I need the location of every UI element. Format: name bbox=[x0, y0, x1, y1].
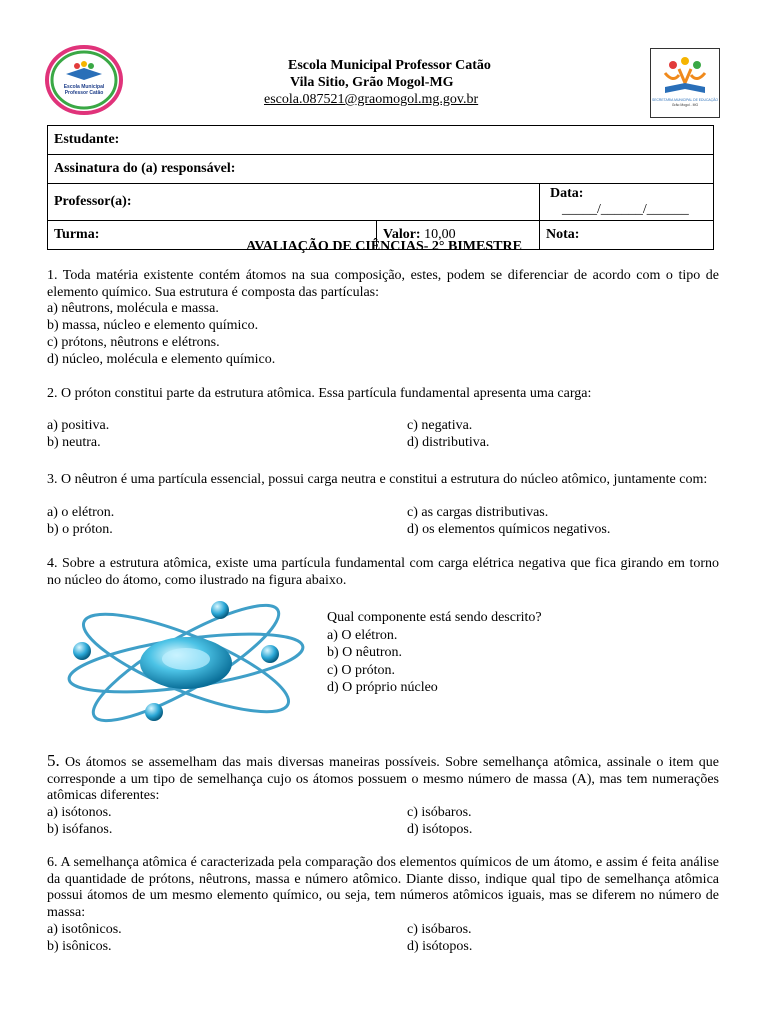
student-info-table bbox=[47, 125, 714, 250]
guardian-signature-field[interactable]: Assinatura do (a) responsável: bbox=[48, 155, 714, 184]
option-b[interactable]: b) massa, núcleo e elemento químico. bbox=[47, 318, 259, 334]
option-a[interactable]: a) nêutrons, molécula e massa. bbox=[47, 301, 219, 317]
value-field: Valor: 10,00 bbox=[377, 221, 540, 250]
date-field[interactable]: Data: _____/______/______ bbox=[540, 184, 714, 221]
question-6 bbox=[47, 855, 719, 922]
school-email[interactable]: escola.087521@graomogol.mg.gov.br bbox=[264, 92, 479, 107]
question-text: 3. O nêutron é uma partícula essencial, possui carga neutra e constitui a estrutura do núcleo atômico, juntamente com: bbox=[47, 472, 708, 487]
option-a[interactable]: a) isótonos. bbox=[47, 805, 112, 820]
option-d[interactable]: d) isótopos. bbox=[407, 821, 473, 837]
question-text: 2. O próton constitui parte da estrutura atômica. Essa partícula fundamental apresenta uma carga: bbox=[47, 386, 592, 401]
option-c[interactable]: c) negativa. bbox=[407, 418, 473, 433]
question-5 bbox=[47, 753, 719, 805]
question-3-options bbox=[47, 505, 719, 538]
option-d[interactable]: d) os elementos químicos negativos. bbox=[407, 521, 611, 537]
exam-title: AVALIAÇÃO DE CIÊNCIAS- 2° BIMESTRE bbox=[246, 239, 522, 254]
option-d[interactable]: d) núcleo, molécula e elemento químico. bbox=[47, 351, 276, 367]
option-b[interactable]: b) neutra. bbox=[47, 434, 101, 450]
option-a[interactable]: a) isotônicos. bbox=[47, 922, 122, 937]
question-5-options bbox=[47, 805, 719, 838]
question-4 bbox=[47, 556, 719, 589]
question-1 bbox=[47, 268, 719, 368]
question-text: 5. Os átomos se assemelham das mais diversas maneiras possíveis. Sobre semelhança atômica, assinale o item que corresponde a um tipo de semelhança cujo os átomos possuem o mesmo número de massa (A), mas tem numerações atômicas diferentes: bbox=[47, 751, 719, 804]
option-a[interactable]: a) o elétron. bbox=[47, 505, 115, 520]
option-b[interactable]: b) o próton. bbox=[47, 521, 113, 537]
question-4-options bbox=[327, 609, 542, 697]
school-header bbox=[240, 57, 560, 108]
question-prompt: Qual componente está sendo descrito? bbox=[327, 610, 542, 625]
option-b[interactable]: b) O nêutron. bbox=[327, 645, 403, 660]
option-d[interactable]: d) isótopos. bbox=[407, 938, 473, 954]
question-3 bbox=[47, 472, 719, 489]
svg-text:Grão Mogol - MG: Grão Mogol - MG bbox=[671, 103, 699, 107]
class-field[interactable]: Turma: bbox=[48, 221, 377, 250]
option-d[interactable]: d) O próprio núcleo bbox=[327, 680, 438, 695]
question-2 bbox=[47, 386, 719, 403]
grade-field[interactable]: Nota: bbox=[540, 221, 714, 250]
student-field[interactable]: Estudante: bbox=[48, 126, 714, 155]
option-c[interactable]: c) prótons, nêutrons e elétrons. bbox=[47, 334, 220, 350]
option-a[interactable]: a) positiva. bbox=[47, 418, 110, 433]
option-c[interactable]: c) isóbaros. bbox=[407, 922, 472, 937]
secretaria-logo bbox=[650, 48, 720, 118]
atom-illustration bbox=[62, 596, 310, 730]
svg-text:Professor Catão: Professor Catão bbox=[64, 90, 104, 96]
option-c[interactable]: c) O próton. bbox=[327, 662, 396, 678]
question-text: 6. A semelhança atômica é caracterizada pela comparação dos elementos químicos de um átomo, e assim é feita análise da quantidade de prótons, nêutrons, massa e número atômico. Diante disso, indique qual tipo de semelhança atômica possui átomos de um mesmo elemento químico, ou seja, tem números atômicos iguais, mas se diferem no número de massa: bbox=[47, 855, 719, 921]
question-text: 4. Sobre a estrutura atômica, existe uma partícula fundamental com carga elétrica negativa que fica girando em torno no núcleo do átomo, como ilustrado na figura abaixo. bbox=[47, 556, 719, 588]
question-text: 1. Toda matéria existente contém átomos na sua composição, estes, podem se diferenciar de acordo com o tipo de elemento químico. Sua estrutura é composta das partículas: bbox=[47, 268, 719, 300]
svg-text:SECRETARIA MUNICIPAL DE EDUCAÇ: SECRETARIA MUNICIPAL DE EDUCAÇÃO bbox=[651, 98, 719, 102]
teacher-field[interactable]: Professor(a): bbox=[48, 184, 540, 221]
option-a[interactable]: a) O elétron. bbox=[327, 627, 398, 643]
school-name: Escola Municipal Professor Catão bbox=[288, 58, 491, 73]
svg-text:Escola Municipal: Escola Municipal bbox=[63, 84, 105, 90]
school-city: Vila Sitio, Grão Mogol-MG bbox=[290, 75, 454, 90]
question-6-options bbox=[47, 922, 719, 955]
school-logo bbox=[44, 44, 124, 116]
question-2-options bbox=[47, 418, 719, 451]
option-d[interactable]: d) distributiva. bbox=[407, 434, 490, 450]
option-c[interactable]: c) isóbaros. bbox=[407, 805, 472, 820]
option-b[interactable]: b) isófanos. bbox=[47, 821, 113, 837]
option-b[interactable]: b) isônicos. bbox=[47, 938, 112, 954]
option-c[interactable]: c) as cargas distributivas. bbox=[407, 505, 549, 520]
